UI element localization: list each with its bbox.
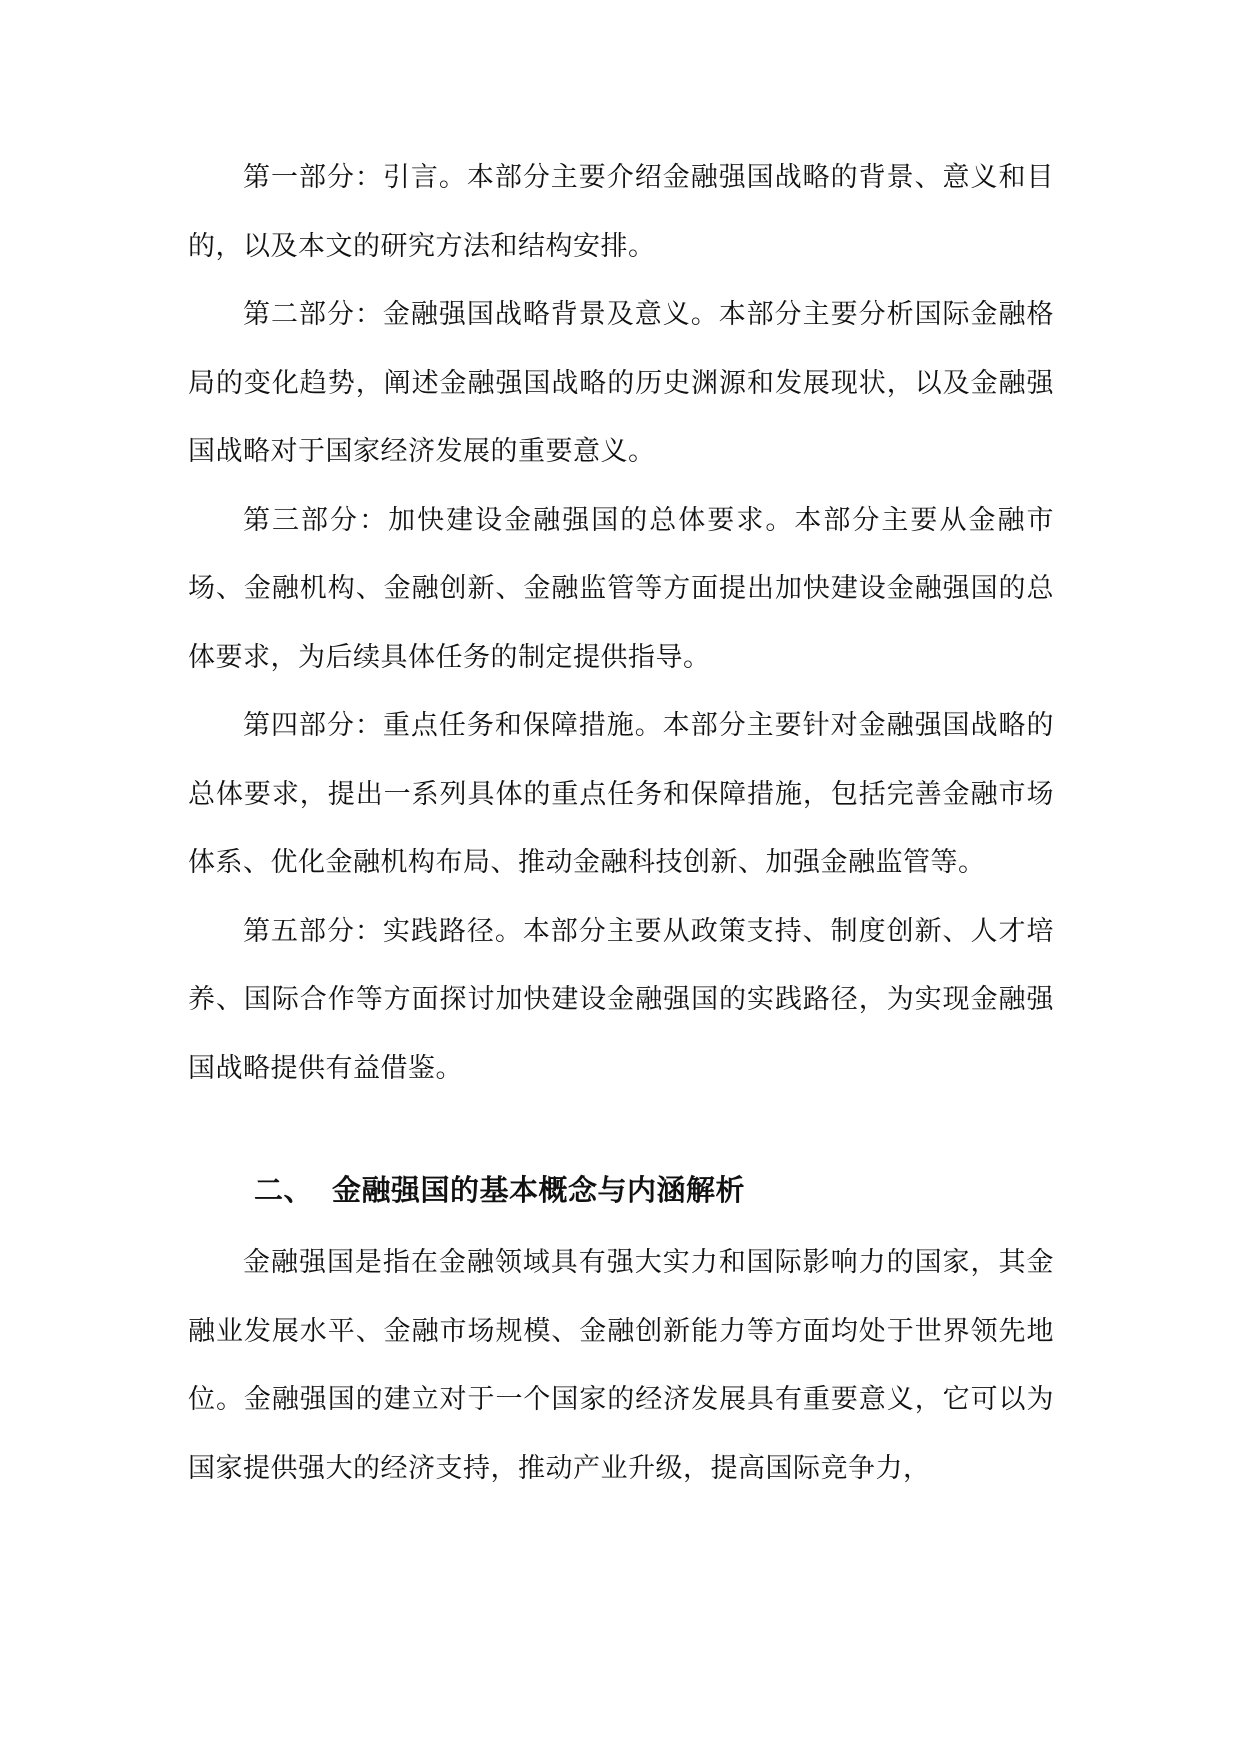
- paragraph-part-three: 第三部分：加快建设金融强国的总体要求。本部分主要从金融市场、金融机构、金融创新、金融监管等方面提出加快建设金融强国的总体要求，为后续具体任务的制定提供指导。: [188, 504, 1054, 673]
- paragraph-part-four: 第四部分：重点任务和保障措施。本部分主要针对金融强国战略的总体要求，提出一系列具体的重点任务和保障措施，包括完善金融市场体系、优化金融机构布局、推动金融科技创新、加强金融监管等。: [188, 710, 1054, 878]
- paragraph-part-two: 第二部分：金融强国战略背景及意义。本部分主要分析国际金融格局的变化趋势，阐述金融强国战略的历史渊源和发展现状，以及金融强国战略对于国家经济发展的重要意义。: [188, 299, 1054, 467]
- section-number: 二、: [254, 1173, 314, 1207]
- section-heading: [188, 1151, 1054, 1229]
- paragraph-definition: 金融强国是指在金融领域具有强大实力和国际影响力的国家，其金融业发展水平、金融市场规模、金融创新能力等方面均处于世界领先地位。金融强国的建立对于一个国家的经济发展具有重要意义，它可以为国家提供强大的经济支持，推动产业升级，提高国际竞争力，: [188, 1247, 1054, 1484]
- document-body: [188, 144, 1054, 1503]
- section-title: 金融强国的基本概念与内涵解析: [332, 1173, 746, 1207]
- paragraph-part-five: 第五部分：实践路径。本部分主要从政策支持、制度创新、人才培养、国际合作等方面探讨加快建设金融强国的实践路径，为实现金融强国战略提供有益借鉴。: [188, 915, 1054, 1084]
- paragraph-part-one: 第一部分：引言。本部分主要介绍金融强国战略的背景、意义和目的，以及本文的研究方法和结构安排。: [188, 162, 1054, 262]
